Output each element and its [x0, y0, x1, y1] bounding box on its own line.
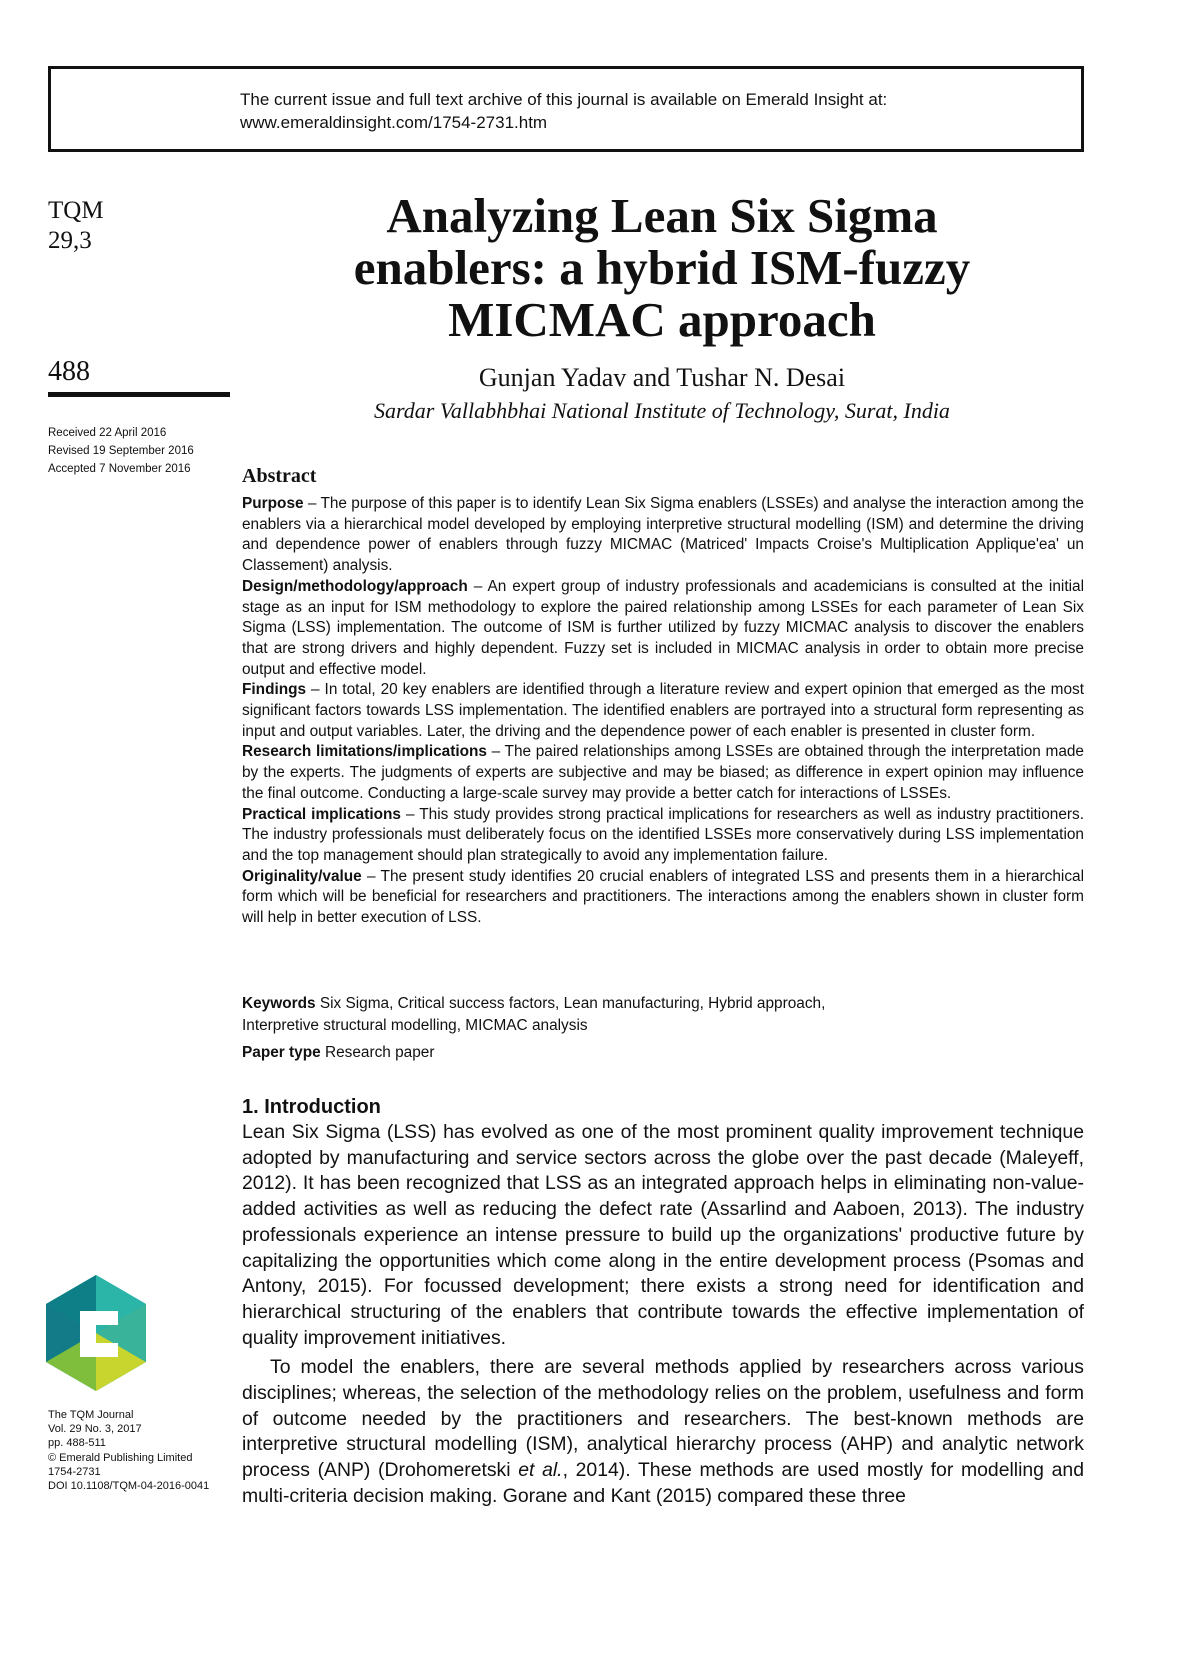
authors: Gunjan Yadav and Tushar N. Desai: [478, 363, 846, 392]
abstract-section-design: [242, 577, 1084, 681]
abstract-section-findings: [242, 680, 1084, 742]
title-line: MICMAC approach: [448, 292, 876, 347]
volume-issue: 29,3: [48, 227, 92, 254]
journal-publication-info: [48, 1408, 209, 1493]
revised-date: Revised 19 September 2016: [48, 445, 194, 457]
affiliation: Sardar Vallabhbhai National Institute of Technology, Surat, India: [374, 398, 950, 423]
page-range: pp. 488-511: [48, 1437, 106, 1450]
keywords: [242, 993, 1084, 1037]
abstract-section-limitations: [242, 742, 1084, 804]
section-text: – An expert group of industry professionals and academicians is consulted at the initial stage as an input for ISM methodology to explore the paired relationship among LSSEs for each parameter of Lean Six Sigma (LSS) implementation. The outcome of ISM is further utilized by fuzzy MICMAC analysis to discover the enablers that are strong drivers and highly dependent. Fuzzy set is included in MICMAC analysis in order to obtain more precise output and effective model.: [242, 577, 1084, 678]
abstract-section-practical: [242, 805, 1084, 867]
abstract-section-purpose: [242, 494, 1084, 577]
journal-abbreviation: TQM: [48, 197, 104, 224]
journal-name: The TQM Journal: [48, 1409, 134, 1421]
section-label: Design/methodology/approach: [242, 577, 468, 595]
section-label: Purpose: [242, 495, 304, 512]
accepted-date: Accepted 7 November 2016: [48, 463, 191, 475]
section-text: – The purpose of this paper is to identify Lean Six Sigma enablers (LSSEs) and analyse the interaction among the enablers via a hierarchical model developed by employing interpretive structural modelling (ISM) and determine the driving and dependence power of enablers through fuzzy MICMAC (Matriced' Impacts Croise's Multiplication Applique'ea' un Classement) analysis.: [242, 495, 1084, 575]
paragraph: [242, 1355, 1084, 1509]
introduction-heading: 1. Introduction: [242, 1096, 381, 1118]
issn: 1754-2731: [48, 1465, 101, 1478]
paragraph-text: , 2014). These methods are used mostly for modelling and multi-criteria decision making. Gorane and Kant (2015) compared these three: [242, 1459, 1084, 1507]
abstract-section-originality: [242, 867, 1084, 929]
journal-url[interactable]: www.emeraldinsight.com/1754-2731.htm: [240, 113, 548, 132]
section-label: Research limitations/implications: [242, 743, 487, 761]
title-line: enablers: a hybrid ISM-fuzzy: [353, 240, 971, 295]
page-number: 488: [48, 356, 90, 387]
paper-type-value: Research paper: [320, 1044, 435, 1061]
submission-dates: [48, 424, 194, 478]
keywords-label: Keywords: [242, 995, 316, 1012]
section-text: – This study provides strong practical implications for researchers as well as industry practitioners. The industry professionals must deliberately focus on the identified LSSEs more conservatively during LSS implementation and the top management should plan strategically to avoid any implementation failure.: [242, 805, 1084, 864]
title-line: Analyzing Lean Six Sigma: [386, 188, 938, 243]
availability-notice: The current issue and full text archive of this journal is available on Emerald Insight at:: [240, 90, 888, 109]
paragraph: Lean Six Sigma (LSS) has evolved as one of the most prominent quality improvement technique adopted by manufacturing and service sectors across the globe over the past decade (Maleyeff, 2012). It has been recognized that LSS as an integrated approach helps in eliminating non-value-added activities as well as reducing the defect rate (Assarlind and Aaboen, 2013). The industry professionals experience an intense pressure to build up the organizations' productive future by capitalizing the opportunities which come along in the entire development process (Psomas and Antony, 2015). For focussed development; there exists a strong need for identification and hierarchical structuring of the enablers that contribute towards the effective implementation of quality improvement initiatives.: [242, 1121, 1084, 1349]
doi[interactable]: DOI 10.1108/TQM-04-2016-0041: [48, 1480, 210, 1493]
introduction-body: [242, 1120, 1084, 1510]
received-date: Received 22 April 2016: [48, 427, 167, 439]
keywords-list: Six Sigma, Critical success factors, Lean manufacturing, Hybrid approach,: [315, 995, 826, 1012]
section-text: – The paired relationships among LSSEs are obtained through the interpretation made by the experts. The judgments of experts are subjective and may be biased; as difference in expert opinion may influence the final outcome. Conducting a large-scale survey may provide a better catch for interactions of LSSEs.: [242, 743, 1084, 802]
abstract-body: [242, 494, 1084, 929]
section-label: Findings: [242, 681, 307, 699]
article-title: [240, 190, 1084, 346]
paper-type-label: Paper type: [242, 1044, 321, 1061]
section-text: – In total, 20 key enablers are identified through a literature review and expert opinion that emerged as the most significant factors towards LSS implementation. The identified enablers are portrayed into a structural form representing as input and output variables. Later, the driving and the dependence power of each enabler is presented in cluster form.: [242, 681, 1084, 740]
volume-info: Vol. 29 No. 3, 2017: [48, 1423, 142, 1436]
abstract-heading: Abstract: [242, 465, 317, 487]
paragraph-text: To model the enablers, there are several methods applied by researchers across various disciplines; whereas, the selection of the methodology relies on the problem, usefulness and form of outcome needed by the practitioners and researchers. The best-known methods are interpretive structural modelling (ISM), analytical hierarchy process (AHP) and analytic network process (ANP) (Drohomeretski: [242, 1356, 1084, 1482]
section-label: Originality/value: [242, 867, 362, 885]
journal-volume-label: [48, 196, 104, 256]
section-label: Practical implications: [242, 805, 401, 823]
copyright: © Emerald Publishing Limited: [48, 1451, 193, 1464]
emerald-logo-icon: [46, 1275, 146, 1391]
keywords-line: Interpretive structural modelling, MICMAC analysis: [242, 1017, 588, 1034]
page-number-rule: [48, 392, 230, 397]
citation-etal: et al.: [518, 1459, 563, 1482]
section-text: – The present study identifies 20 crucial enablers of integrated LSS and presents them in a hierarchical form which will be beneficial for researchers and practitioners. The interactions among the enablers shown in cluster form will help in better execution of LSS.: [242, 867, 1084, 927]
paper-type: [242, 1044, 435, 1062]
keywords-line: [242, 993, 1084, 1015]
